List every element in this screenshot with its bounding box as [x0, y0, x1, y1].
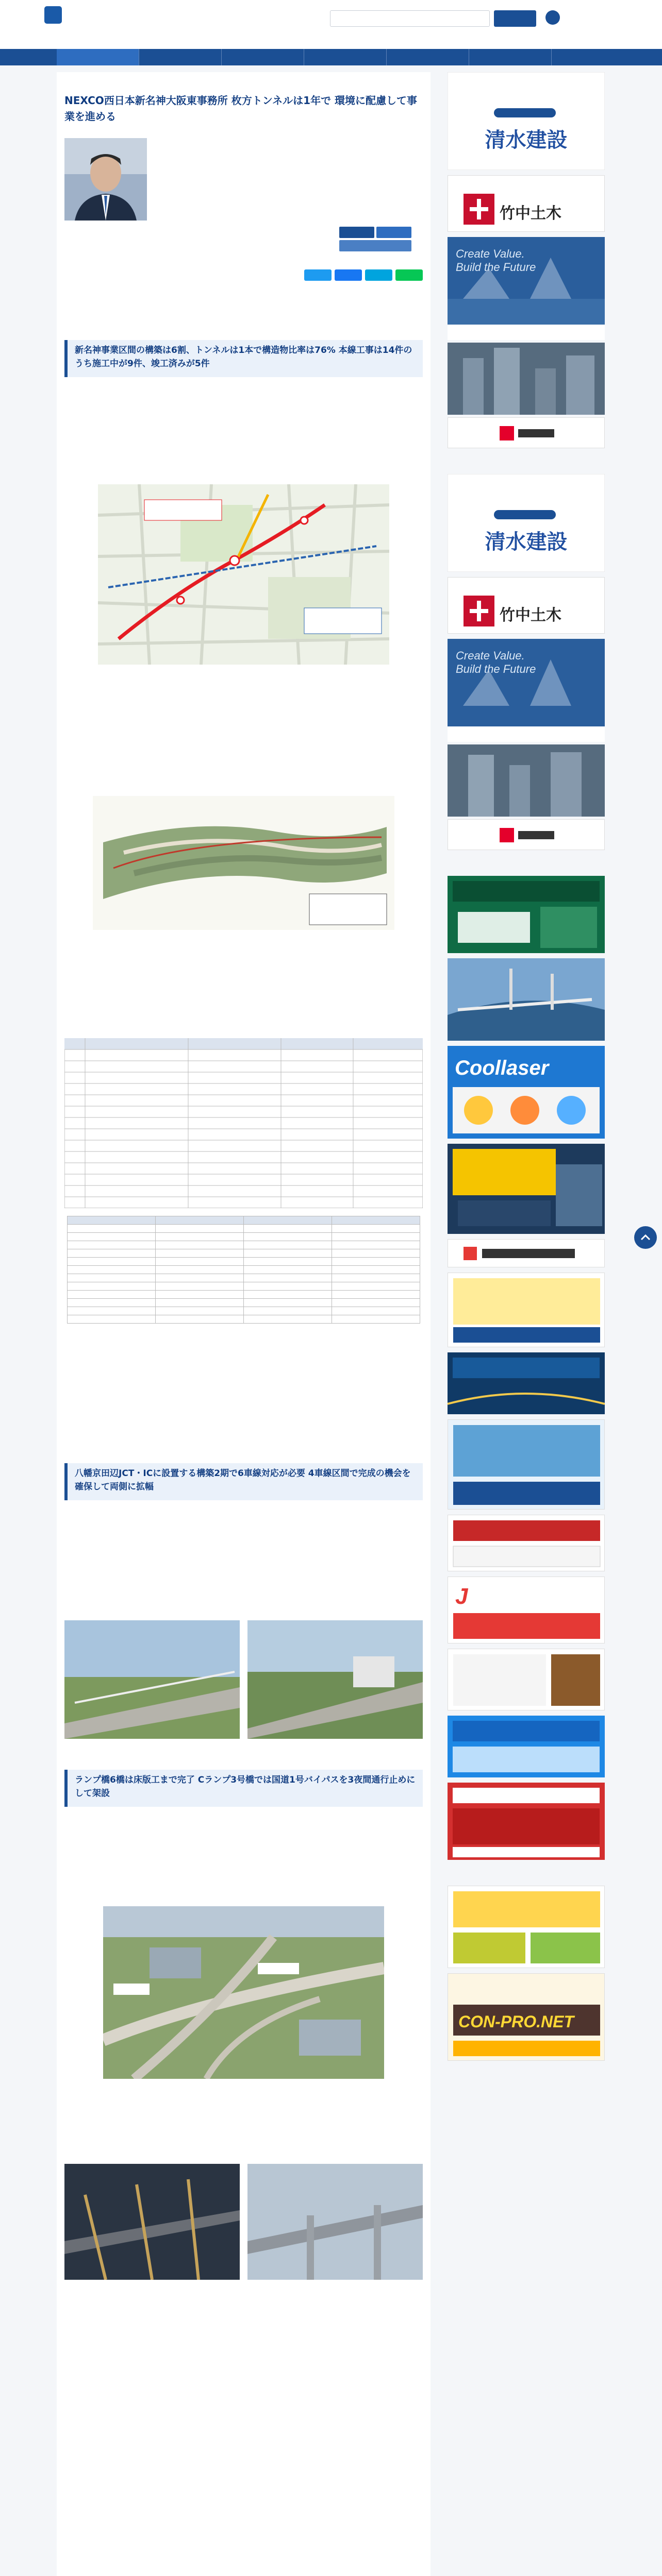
- route-map-figure: [98, 484, 389, 665]
- ad-banner-deshin[interactable]: [448, 1886, 605, 1968]
- section-heading: [64, 1463, 423, 1500]
- table-cell: [68, 1315, 156, 1324]
- chevron-up-icon: [634, 1226, 657, 1249]
- sitemap-icon: [545, 10, 560, 25]
- share-x-button[interactable]: [304, 269, 332, 281]
- tag-3[interactable]: [339, 240, 411, 251]
- ad-banner-kajima[interactable]: [448, 237, 605, 340]
- table-cell: [156, 1249, 244, 1258]
- table-cell: [68, 1266, 156, 1274]
- table-cell: [244, 1266, 332, 1274]
- ad-banner-kajima-2[interactable]: [448, 639, 605, 742]
- nav-item-4[interactable]: [304, 49, 387, 65]
- table-cell: [156, 1241, 244, 1249]
- table-cell: [244, 1258, 332, 1266]
- svg-text:Coollaser: Coollaser: [455, 1057, 549, 1079]
- ad-banner-takenaka-2[interactable]: [448, 577, 605, 634]
- share-buttons: [304, 269, 423, 281]
- table-cell: [156, 1274, 244, 1282]
- section-heading: [64, 340, 423, 377]
- figure-caption: [64, 2285, 423, 2294]
- subheading: [64, 969, 423, 979]
- publish-date: [335, 255, 422, 265]
- table-cell: [156, 1266, 244, 1274]
- table-cell: [244, 1225, 332, 1233]
- table-cell: [68, 1225, 156, 1233]
- svg-text:J: J: [455, 1584, 468, 1609]
- table-cell: [68, 1291, 156, 1299]
- table-cell: [156, 1258, 244, 1266]
- body-paragraph: [64, 402, 423, 477]
- table-cell: [244, 1233, 332, 1241]
- table-row: [68, 1258, 420, 1266]
- nav-item-6[interactable]: [469, 49, 552, 65]
- table-cell: [156, 1282, 244, 1291]
- ad-banner-kajima-logo-2[interactable]: [448, 819, 605, 850]
- subheading: [64, 1360, 423, 1370]
- table-header: [332, 1216, 420, 1225]
- ad-banner-waterproof[interactable]: [448, 1419, 605, 1510]
- table-row: [68, 1291, 420, 1299]
- table-row: [68, 1299, 420, 1307]
- subheading: [64, 1512, 423, 1522]
- share-hatena-button[interactable]: [365, 269, 392, 281]
- table-cell: [332, 1241, 420, 1249]
- body-paragraph: [64, 1525, 423, 1582]
- table-cell: [332, 1299, 420, 1307]
- table-row: [68, 1274, 420, 1282]
- table-caption: [64, 1340, 423, 1349]
- table-cell: [156, 1225, 244, 1233]
- ad-title: 竹中土木: [500, 205, 561, 223]
- table-row: [68, 1225, 420, 1233]
- ad-banner-green-product[interactable]: [448, 876, 605, 953]
- table-row: [68, 1282, 420, 1291]
- ad-banner-city-photo-2[interactable]: [448, 744, 605, 817]
- table-cell: [68, 1299, 156, 1307]
- works-table: [67, 1216, 420, 1324]
- table-cell: [68, 1274, 156, 1282]
- section-heading-text: ランプ橋6橋は床版工まで完了 Cランプ3号橋では国道1号バイパスを3夜間通行止めにして架設: [75, 1775, 416, 1799]
- table-header: [244, 1216, 332, 1225]
- tag-2[interactable]: [376, 227, 411, 238]
- body-paragraph: [64, 1832, 423, 1899]
- ad-banner-kajima-logo[interactable]: [448, 417, 605, 448]
- subheading: [64, 1819, 423, 1829]
- share-line-button[interactable]: [395, 269, 423, 281]
- person-org: [152, 142, 358, 198]
- table-cell: [244, 1282, 332, 1291]
- site-header: [0, 0, 662, 49]
- logo-mark: [44, 6, 62, 24]
- table-header: [68, 1216, 156, 1225]
- ad-banner-sho-bond[interactable]: [448, 1239, 605, 1267]
- svg-text:Build the Future: Build the Future: [456, 663, 536, 675]
- table-cell: [332, 1307, 420, 1315]
- aerial-route-figure: [93, 796, 394, 930]
- table-cell: [68, 1241, 156, 1249]
- svg-text:Create Value.: Create Value.: [456, 649, 525, 662]
- table-cell: [332, 1266, 420, 1274]
- ad-banner-water-clean[interactable]: [448, 1716, 605, 1777]
- table-cell: [332, 1249, 420, 1258]
- table-cell: [244, 1274, 332, 1282]
- table-cell: [332, 1315, 420, 1324]
- ad-banner-con-pro[interactable]: [448, 1973, 605, 2061]
- ad-banner-cool-laser[interactable]: [448, 1046, 605, 1139]
- table-row: [68, 1233, 420, 1241]
- ad-banner-takenaka[interactable]: [448, 175, 605, 232]
- figure-caption: [64, 2084, 423, 2093]
- svg-text:Build the Future: Build the Future: [456, 261, 536, 274]
- section-heading-text: 八幡京田辺JCT・ICに設置する構築2期で6車線対応が必要 4車線区間で完成の機会を確保して両側に拡幅: [75, 1468, 411, 1492]
- figure-caption: [64, 1741, 423, 1751]
- table-row: [68, 1315, 420, 1324]
- table-cell: [244, 1249, 332, 1258]
- ad-banner-jfe[interactable]: [448, 1577, 605, 1643]
- svg-text:CON-PRO.NET: CON-PRO.NET: [458, 2012, 574, 2031]
- works-list-figure: [64, 1038, 423, 1208]
- ad-banner-kikai[interactable]: [448, 1144, 605, 1234]
- nav-item-interview[interactable]: [57, 49, 139, 65]
- ad-banner-shimizu-2[interactable]: [448, 474, 605, 572]
- table-cell: [244, 1315, 332, 1324]
- body-paragraph: [64, 981, 423, 1018]
- table-cell: [68, 1307, 156, 1315]
- road-photos: [64, 1620, 423, 1739]
- tag-1[interactable]: [339, 227, 374, 238]
- svg-text:Create Value.: Create Value.: [456, 247, 525, 260]
- body-paragraph: [64, 2308, 423, 2463]
- body-paragraph: [64, 1600, 423, 1613]
- table-cell: [244, 1291, 332, 1299]
- table-title: [64, 1025, 423, 1036]
- global-nav: [0, 49, 662, 65]
- ad-list-link[interactable]: [448, 1868, 605, 1879]
- table-cell: [68, 1233, 156, 1241]
- table-cell: [332, 1225, 420, 1233]
- bridge-photos: [64, 2164, 423, 2280]
- ad-banner-anchor[interactable]: [448, 1649, 605, 1710]
- subheading: [64, 1587, 423, 1597]
- ad-banner-sakai[interactable]: [448, 1273, 605, 1347]
- nav-item-5[interactable]: [387, 49, 469, 65]
- ad-banner-city-photo[interactable]: [448, 343, 605, 415]
- table-header: [156, 1216, 244, 1225]
- subheading: [64, 389, 423, 399]
- ad-banner-mitsubishi[interactable]: [448, 1515, 605, 1571]
- table-cell: [332, 1233, 420, 1241]
- table-cell: [156, 1233, 244, 1241]
- section-heading: [64, 1770, 423, 1807]
- search-input[interactable]: [330, 10, 490, 27]
- intro-text: [64, 289, 423, 335]
- table-cell: [156, 1291, 244, 1299]
- figure-caption: [64, 667, 423, 676]
- table-cell: [332, 1274, 420, 1282]
- sitemap-label: [563, 12, 613, 23]
- article-kicker: [64, 79, 420, 90]
- table-cell: [156, 1315, 244, 1324]
- table-cell: [68, 1249, 156, 1258]
- ad-banner-bridge-photo[interactable]: [448, 958, 605, 1041]
- site-logo[interactable]: [44, 6, 66, 24]
- table-row: [68, 1249, 420, 1258]
- table-cell: [332, 1282, 420, 1291]
- table-cell: [156, 1299, 244, 1307]
- table-cell: [68, 1282, 156, 1291]
- share-facebook-button[interactable]: [335, 269, 362, 281]
- search-button[interactable]: [494, 10, 536, 27]
- figure-caption: [64, 938, 423, 947]
- article: [57, 72, 431, 2576]
- ad-banner-steel-bridge[interactable]: [448, 1352, 605, 1414]
- back-to-top-button[interactable]: [634, 1226, 657, 1249]
- sitemap-link[interactable]: [545, 7, 613, 30]
- nav-item-2[interactable]: [139, 49, 222, 65]
- table-row: [68, 1266, 420, 1274]
- table-row: [68, 1307, 420, 1315]
- article-title: NEXCO西日本新名神大阪東事務所 枚方トンネルは1年で 環境に配慮して事業を進める: [64, 94, 418, 123]
- table-cell: [156, 1307, 244, 1315]
- table-row: [68, 1241, 420, 1249]
- body-paragraph: [64, 2099, 423, 2156]
- ad-title: 清水建設: [485, 128, 568, 152]
- body-paragraph: [64, 1373, 423, 1455]
- ad-banner-wangard[interactable]: [448, 1783, 605, 1860]
- person-photo: [64, 138, 147, 221]
- table-cell: [332, 1291, 420, 1299]
- ad-title: 清水建設: [485, 530, 568, 554]
- section-heading-text: 新名神事業区間の構築は6割、トンネルは1本で構造物比率は76% 本線工事は14件のうち施工中が9件、竣工済みが5件: [75, 345, 412, 369]
- table-cell: [244, 1241, 332, 1249]
- table-cell: [244, 1299, 332, 1307]
- table-cell: [244, 1307, 332, 1315]
- table-cell: [332, 1258, 420, 1266]
- table-cell: [68, 1258, 156, 1266]
- ad-title: 竹中土木: [500, 606, 561, 624]
- ad-banner-shimizu[interactable]: [448, 72, 605, 170]
- sidebar-ads: [448, 72, 605, 2545]
- jct-aerial-photo: [103, 1906, 384, 2079]
- body-paragraph: [64, 683, 423, 791]
- nav-item-3[interactable]: [222, 49, 304, 65]
